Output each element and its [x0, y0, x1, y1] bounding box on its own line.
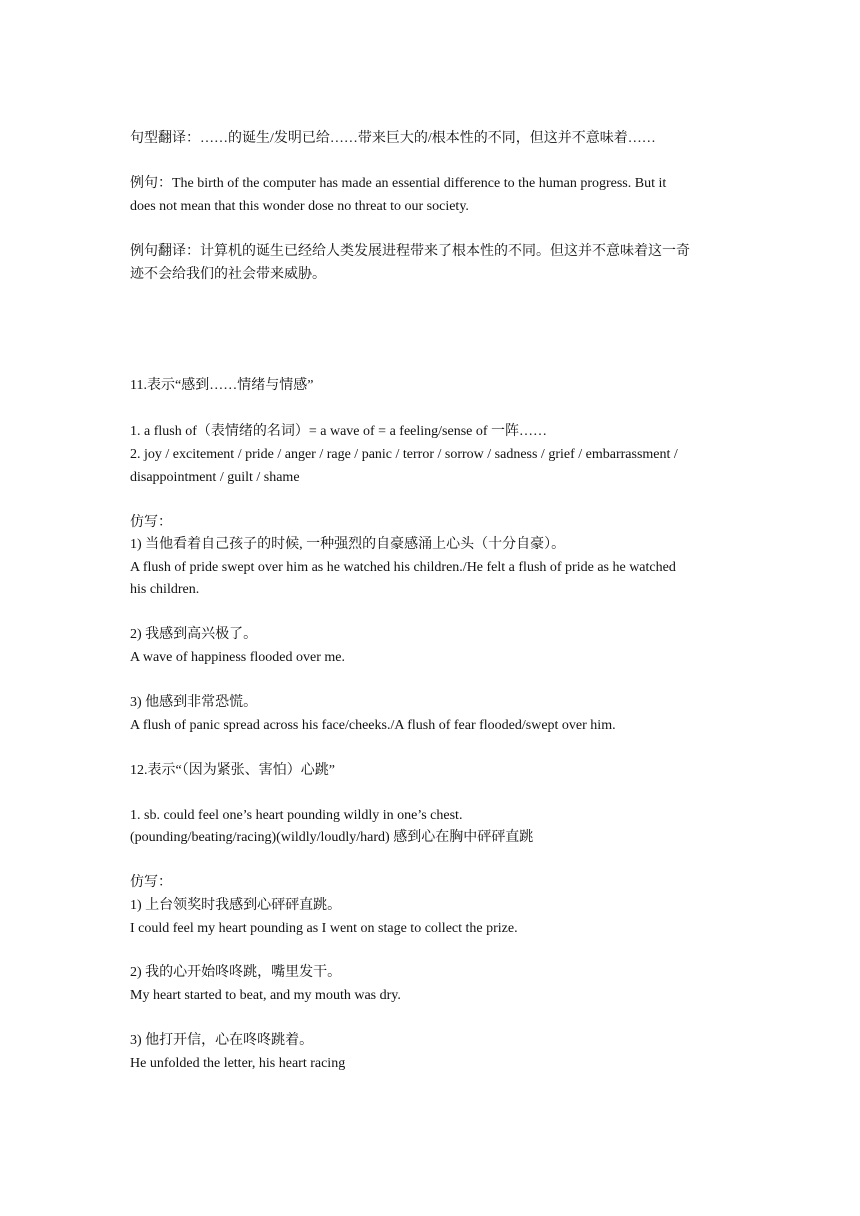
- section-11-point-1: 1. a flush of（表情绪的名词）= a wave of = a feeling/sense of 一阵……: [130, 424, 548, 439]
- section-11-item-1-chinese: 1) 当他看着自己孩子的时候, 一种强烈的自豪感涌上心头（十分自豪）。: [130, 537, 566, 552]
- pattern-translation: 句型翻译：……的诞生/发明已给……带来巨大的/根本性的不同，但这并不意味着……: [130, 131, 656, 146]
- section-11-item-2-chinese: 2) 我感到高兴极了。: [130, 627, 258, 642]
- section-11-item-3-english: A flush of panic spread across his face/cheeks./A flush of fear flooded/swept over him.: [130, 718, 616, 733]
- example-sentence-line-2: does not mean that this wonder dose no threat to our society.: [130, 199, 469, 214]
- section-12-item-3-english: He unfolded the letter, his heart racing: [130, 1056, 346, 1071]
- example-sentence-line-1: 例句：The birth of the computer has made an essential difference to the human progress. But it: [130, 176, 667, 191]
- example-translation-line-1: 例句翻译：计算机的诞生已经给人类发展进程带来了根本性的不同。但这并不意味着这一奇: [130, 244, 690, 259]
- section-11-point-2-line-2: disappointment / guilt / shame: [130, 470, 300, 485]
- section-12-item-2-english: My heart started to beat, and my mouth was dry.: [130, 988, 401, 1003]
- section-12-heading: 12.表示“（因为紧张、害怕）心跳”: [130, 763, 335, 778]
- section-12-item-1-english: I could feel my heart pounding as I went on stage to collect the prize.: [130, 921, 518, 936]
- section-12-imitation-label: 仿写：: [130, 875, 172, 890]
- section-11-item-1-english-line-2: his children.: [130, 582, 200, 597]
- section-12-item-1-chinese: 1) 上台领奖时我感到心砰砰直跳。: [130, 898, 342, 913]
- section-11-point-2-line-1: 2. joy / excitement / pride / anger / rage / panic / terror / sorrow / sadness / grief / embarrassment /: [130, 447, 678, 462]
- section-12-point-1: 1. sb. could feel one’s heart pounding wildly in one’s chest.: [130, 808, 463, 823]
- section-12-point-1-note: (pounding/beating/racing)(wildly/loudly/hard) 感到心在胸中砰砰直跳: [130, 830, 534, 845]
- section-12-item-2-chinese: 2) 我的心开始咚咚跳，嘴里发干。: [130, 965, 342, 980]
- example-translation-line-2: 迹不会给我们的社会带来威胁。: [130, 267, 326, 282]
- section-11-item-2-english: A wave of happiness flooded over me.: [130, 650, 345, 665]
- section-11-item-1-english-line-1: A flush of pride swept over him as he watched his children./He felt a flush of pride as he watched: [130, 560, 676, 575]
- section-11-heading: 11.表示“感到……情绪与情感”: [130, 378, 314, 393]
- section-12-item-3-chinese: 3) 他打开信，心在咚咚跳着。: [130, 1033, 314, 1048]
- section-11-imitation-label: 仿写：: [130, 515, 172, 530]
- section-11-item-3-chinese: 3) 他感到非常恐慌。: [130, 695, 258, 710]
